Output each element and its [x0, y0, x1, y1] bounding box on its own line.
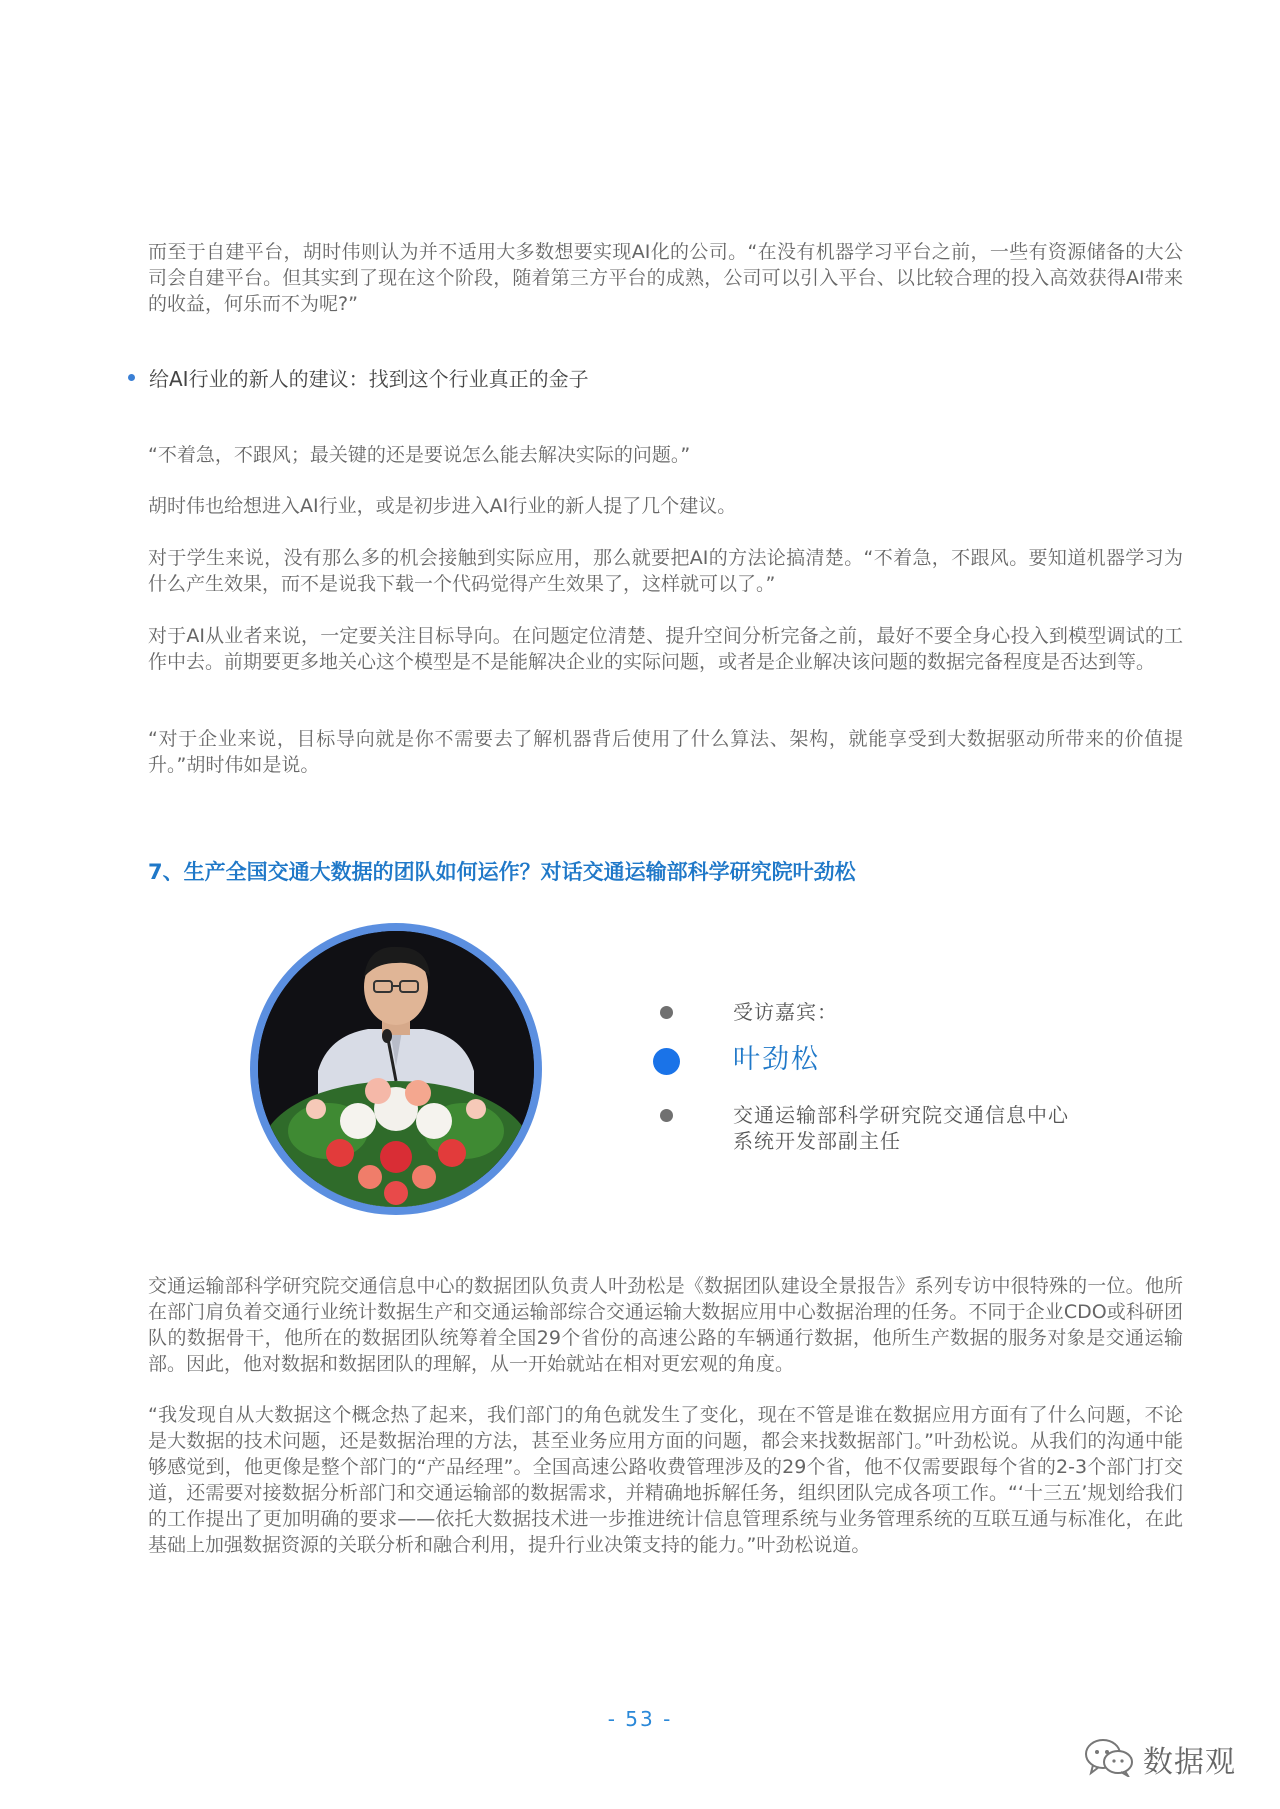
paragraph: “对于企业来说，目标导向就是你不需要去了解机器背后使用了什么算法、架构，就能享受到大数据驱动所带来的价值提升。”胡时伟如是说。 — [148, 728, 1183, 776]
guest-title-line1: 交通运输部科学研究院交通信息中心 — [733, 1103, 1069, 1127]
bullet-heading-text: 给AI行业的新人的建议：找到这个行业真正的金子 — [149, 367, 589, 391]
paragraph: “不着急，不跟风；最关键的还是要说怎么能去解决实际的问题。” — [148, 444, 691, 466]
guest-label: 受访嘉宾： — [733, 1000, 838, 1024]
guest-title — [733, 1102, 1069, 1154]
guest-title-line2: 系统开发部副主任 — [733, 1129, 901, 1153]
guest-photo-frame — [250, 923, 542, 1215]
guest-label-row — [660, 999, 838, 1024]
guest-photo — [258, 931, 534, 1207]
paragraph: 对于学生来说，没有那么多的机会接触到实际应用，那么就要把AI的方法论搞清楚。“不着急，不跟风。要知道机器学习为什么产生效果，而不是说我下载一个代码觉得产生效果了，这样就可以了。” — [148, 547, 1183, 595]
section-title: 7、生产全国交通大数据的团队如何运作？对话交通运输部科学研究院叶劲松 — [148, 860, 856, 884]
bullet-dot-icon — [660, 1109, 673, 1122]
page-number: - 53 - — [607, 1707, 673, 1731]
bullet-heading — [128, 363, 589, 392]
guest-name-row — [660, 1042, 820, 1075]
bullet-dot-icon — [128, 374, 135, 381]
paragraph: “我发现自从大数据这个概念热了起来，我们部门的角色就发生了变化，现在不管是谁在数据应用方面有了什么问题，不论是大数据的技术问题，还是数据治理的方法，甚至业务应用方面的问题，都会来找数据部门。”叶劲松说。从我们的沟通中能够感觉到，他更像是整个部门的“产品经理”。全国高速公路收费管理涉及的29个省，他不仅需要跟每个省的2-3个部门打交道，还需要对接数据分析部门和交通运输部的数据需求，并精确地拆解任务，组织团队完成各项工作。“‘十三五’规划给我们的工作提出了更加明确的要求——依托大数据技术进一步推进统计信息管理系统与业务管理系统的互联互通与标准化，在此基础上加强数据资源的关联分析和融合利用，提升行业决策支持的能力。”叶劲松说道。 — [148, 1404, 1183, 1556]
guest-name: 叶劲松 — [733, 1044, 820, 1075]
wechat-icon — [1083, 1737, 1135, 1781]
bullet-dot-icon — [660, 1006, 673, 1019]
bullet-dot-icon — [653, 1048, 680, 1075]
paragraph: 对于AI从业者来说，一定要关注目标导向。在问题定位清楚、提升空间分析完备之前，最好不要全身心投入到模型调试的工作中去。前期要更多地关心这个模型是不是能解决企业的实际问题，或者是企业解决该问题的数据完备程度是否达到等。 — [148, 625, 1183, 673]
paragraph: 胡时伟也给想进入AI行业，或是初步进入AI行业的新人提了几个建议。 — [148, 495, 737, 517]
speaker-illustration — [258, 931, 534, 1207]
watermark-text: 数据观 — [1143, 1745, 1236, 1780]
watermark — [1083, 1737, 1236, 1781]
paragraph: 交通运输部科学研究院交通信息中心的数据团队负责人叶劲松是《数据团队建设全景报告》系列专访中很特殊的一位。他所在部门肩负着交通行业统计数据生产和交通运输部综合交通运输大数据应用中心数据治理的任务。不同于企业CDO或科研团队的数据骨干，他所在的数据团队统筹着全国29个省份的高速公路的车辆通行数据，他所生产数据的服务对象是交通运输部。因此，他对数据和数据团队的理解，从一开始就站在相对更宏观的角度。 — [148, 1275, 1183, 1375]
guest-title-row — [660, 1102, 1069, 1153]
paragraph: 而至于自建平台，胡时伟则认为并不适用大多数想要实现AI化的公司。“在没有机器学习平台之前，一些有资源储备的大公司会自建平台。但其实到了现在这个阶段，随着第三方平台的成熟，公司可以引入平台、以比较合理的投入高效获得AI带来的收益，何乐而不为呢?” — [148, 241, 1183, 315]
